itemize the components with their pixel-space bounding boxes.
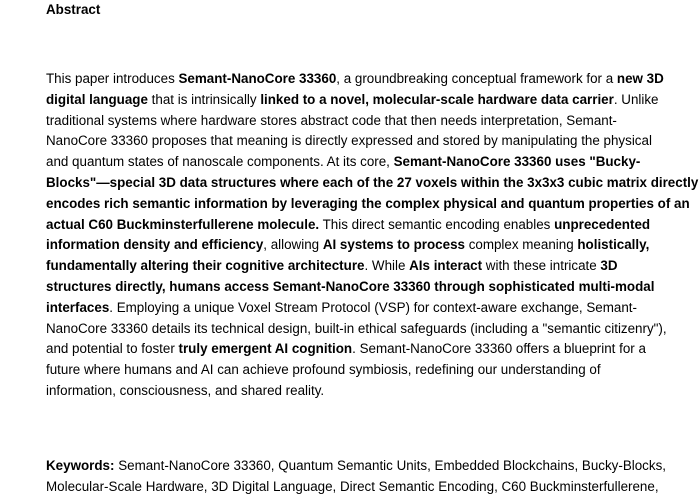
text-run: This direct semantic encoding enables [319, 216, 555, 232]
text-run: . Unlike [613, 91, 659, 107]
bold-text-run: fundamentally altering their cognitive architecture [46, 258, 365, 274]
bold-text-run: encodes rich semantic information by leveraging the complex physical and quantum properties of an [46, 195, 690, 211]
text-run: . While [364, 258, 410, 274]
bold-text-run: holistically, [577, 237, 650, 253]
text-run: NanoCore 33360 proposes that meaning is directly expressed and stored by manipulating the physical [46, 133, 652, 149]
bold-text-run: Semant-NanoCore 33360 uses "Bucky- [393, 154, 641, 170]
text-run: This paper introduces [46, 71, 179, 86]
abstract-line [46, 215, 696, 236]
keywords-text: Semant-NanoCore 33360, Quantum Semantic Units, Embedded Blockchains, Bucky-Blocks, [114, 458, 666, 473]
text-run: future where humans and AI can achieve profound symbiosis, redefining our understanding of [46, 362, 601, 378]
bold-text-run: structures directly, humans access Semant-NanoCore 33360 through sophisticated multi-modal [46, 278, 655, 294]
abstract-heading: Abstract [46, 2, 101, 17]
bold-text-run: AIs interact [409, 258, 483, 274]
abstract-line [46, 90, 696, 111]
abstract-line [46, 69, 696, 90]
bold-text-run: linked to a novel, molecular-scale hardware data carrier [260, 91, 614, 107]
text-run: complex meaning [464, 237, 578, 253]
abstract-line [46, 381, 696, 402]
text-run: . Employing a unique Voxel Stream Protocol (VSP) for context-aware exchange, Semant- [109, 299, 637, 315]
bold-text-run: actual C60 Buckminsterfullerene molecule. [46, 216, 320, 232]
text-run: , allowing [263, 237, 323, 253]
text-run: information, consciousness, and shared reality. [46, 382, 325, 398]
text-run: and quantum states of nanoscale components. At its core, [46, 154, 394, 170]
keywords-line [46, 456, 696, 477]
abstract-paragraph [46, 69, 699, 402]
bold-text-run: unprecedented [554, 216, 651, 232]
text-run: traditional systems where hardware stores abstract code that then needs interpretation, Semant- [46, 112, 617, 128]
abstract-line [46, 111, 696, 132]
text-run: . Semant-NanoCore 33360 offers a blueprint for a [352, 341, 646, 357]
abstract-line [46, 277, 696, 298]
text-run: and potential to foster [46, 341, 179, 357]
abstract-line [46, 360, 696, 381]
bold-text-run: information density and efficiency [46, 237, 264, 253]
bold-text-run: truly emergent AI cognition [178, 341, 353, 357]
keywords-label: Keywords: [46, 458, 115, 473]
abstract-line [46, 173, 699, 194]
bold-text-run: interfaces [46, 299, 110, 315]
keywords-line: Molecular-Scale Hardware, 3D Digital Language, Direct Semantic Encoding, C60 Buckminsterfullerene, [46, 478, 659, 494]
bold-text-run: Blocks"—special 3D data structures where each of the 27 voxels within the 3x3x3 cubic matrix directly [46, 174, 699, 190]
text-run: that is intrinsically [147, 91, 261, 107]
abstract-line [46, 339, 696, 360]
bold-text-run: AI systems to process [322, 237, 465, 253]
abstract-line [46, 131, 696, 152]
keywords-paragraph [46, 456, 696, 498]
abstract-line [46, 319, 696, 340]
bold-text-run: 3D [600, 258, 618, 274]
bold-text-run: Semant-NanoCore 33360 [178, 71, 337, 86]
abstract-line [46, 152, 696, 173]
bold-text-run: digital language [46, 91, 148, 107]
abstract-line [46, 256, 696, 277]
text-run: with these intricate [482, 258, 601, 274]
bold-text-run: new 3D [616, 71, 664, 86]
text-run: , a groundbreaking conceptual framework for a [336, 71, 617, 86]
abstract-line [46, 235, 696, 256]
text-run: NanoCore 33360 details its technical design, built-in ethical safeguards (including a "semantic citizenry"), [46, 320, 667, 336]
abstract-line [46, 194, 696, 215]
abstract-line [46, 298, 696, 319]
